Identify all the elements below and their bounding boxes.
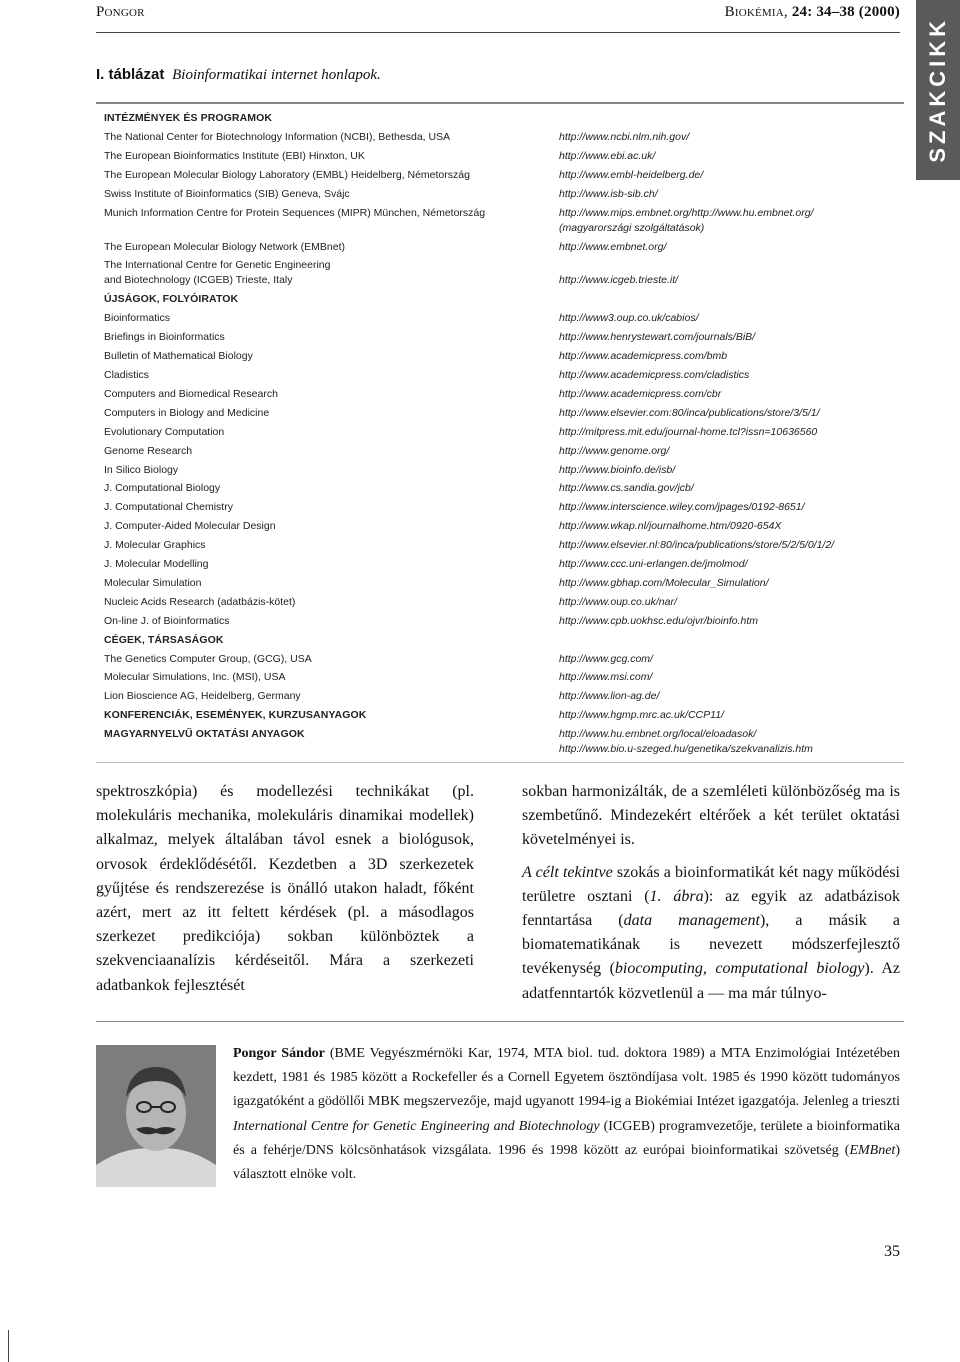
- resource-name: The European Molecular Biology Laboratory (EMBL) Heidelberg, Németország: [104, 168, 470, 181]
- table-row: [104, 481, 904, 500]
- table-row: [104, 311, 904, 330]
- resource-name: Evolutionary Computation: [104, 425, 225, 438]
- resource-name: Munich Information Centre for Protein Sequences (MIPR) München, Németország: [104, 206, 486, 219]
- page-number: 35: [884, 1243, 900, 1260]
- resource-url[interactable]: http://www.wkap.nl/journalhome.htm/0920-654X: [559, 520, 782, 533]
- table-row: [104, 368, 904, 387]
- resource-name: Swiss Institute of Bioinformatics (SIB) Geneva, Svájc: [104, 187, 350, 200]
- section-heading: KONFERENCIÁK, ESEMÉNYEK, KURZUSANYAGOK: [104, 709, 367, 722]
- table-caption: [96, 66, 381, 84]
- table-row: [104, 406, 904, 425]
- resource-name: Bioinformatics: [104, 312, 170, 325]
- table-row: [104, 576, 904, 595]
- section-tab-label: SZAKCIKK: [925, 17, 950, 163]
- resource-url[interactable]: http://www.isb-sib.ch/: [559, 187, 658, 200]
- resource-url[interactable]: http://www.interscience.wiley.com/jpages/0192-8651/: [559, 501, 805, 514]
- resource-url-line2[interactable]: http://www.icgeb.trieste.it/: [559, 274, 679, 287]
- resource-name: J. Computer-Aided Molecular Design: [104, 520, 276, 533]
- resource-url[interactable]: http://www.hgmp.mrc.ac.uk/CCP11/: [559, 709, 724, 722]
- running-header-journal: [725, 4, 900, 21]
- resource-name: Lion Bioscience AG, Heidelberg, Germany: [104, 690, 301, 703]
- author-bio: Pongor Sándor (BME Vegyészmérnöki Kar, 1974, MTA biol. tud. doktora 1989) a MTA Enzimológiai Intézetében kezdett, 1981 és 1985 között a Rockefeller és a Cornell Egyetem ösztöndíjasa volt. 1985 és 1990 között tudományos igazgatóként a gödöllői MBK megszervezője, majd ugyanott 1994-ig a Biokémiai Intézet igazgatója. Jelenleg a trieszti International Centre for Genetic Engineering and Biotechnology (ICGEB) programvezetője, területe a bioinformatika és a fehérje/DNS kölcsönhatások vizsgálata. 1996 és 1998 között az európai bioinformatikai szövetség (EMBnet) választott elnöke volt.: [233, 1046, 900, 1183]
- crop-mark: [8, 1330, 9, 1362]
- resource-url[interactable]: http://www.academicpress.com/cladistics: [559, 369, 750, 381]
- table-row: [104, 425, 904, 444]
- table-row: [104, 206, 904, 234]
- table-row: [104, 330, 904, 349]
- table-row: [104, 557, 904, 576]
- table-row: [104, 240, 904, 259]
- resource-url[interactable]: http://www.msi.com/: [559, 671, 653, 684]
- section-tab: [916, 0, 960, 180]
- table-caption-label: I. táblázat: [96, 66, 165, 83]
- table-row: [104, 187, 904, 206]
- resource-url[interactable]: http://www.ncbi.nlm.nih.gov/: [559, 130, 690, 143]
- resource-url[interactable]: http://www.ccc.uni-erlangen.de/jmolmod/: [559, 558, 748, 570]
- resource-name: The National Center for Biotechnology Information (NCBI), Bethesda, USA: [104, 130, 451, 143]
- resource-url[interactable]: http://www.ebi.ac.uk/: [559, 149, 656, 162]
- resource-url[interactable]: http://www.lion-ag.de/: [559, 690, 660, 703]
- resource-url[interactable]: http://www.genome.org/: [559, 444, 670, 457]
- table-section-row: [104, 292, 904, 311]
- resource-name: J. Computational Chemistry: [104, 501, 233, 514]
- section-heading: INTÉZMÉNYEK ÉS PROGRAMOK: [104, 112, 273, 124]
- table-row: [104, 670, 904, 689]
- resource-url[interactable]: http://www.elsevier.nl:80/inca/publications/store/5/2/5/0/1/2/: [559, 539, 835, 552]
- table-row: [104, 349, 904, 368]
- table-row: [104, 519, 904, 538]
- body-paragraph: A célt tekintve szokás a bioinformatikát két nagy működési területre osztani (1. ábra): az egyik az adatbázisok fenntartása (data management), a másik a biomatematikának is nevezett módszerfejlesztő tevékenység (biocomputing, computational biology). Az adatfenntartók közvetlenül a — ma már túlnyo-: [522, 863, 901, 1002]
- resource-url[interactable]: http://www.academicpress.com/cbr: [559, 387, 722, 400]
- resource-url[interactable]: http://www.elsevier.com:80/inca/publications/store/3/5/1/: [559, 406, 820, 419]
- resource-name: The European Molecular Biology Network (EMBnet): [104, 240, 346, 253]
- author-photo: [96, 1045, 216, 1187]
- section-heading: ÚJSÁGOK, FOLYÓIRATOK: [104, 293, 239, 306]
- resource-name: Nucleic Acids Research (adatbázis-kötet): [104, 595, 296, 608]
- table-section-row: [104, 633, 904, 652]
- table-row: [104, 168, 904, 187]
- resource-name: J. Molecular Graphics: [104, 539, 206, 552]
- table-row: [104, 258, 904, 287]
- resource-url[interactable]: http://www.gbhap.com/Molecular_Simulation/: [559, 576, 769, 589]
- table-row: [104, 538, 904, 557]
- table-section-row: [104, 727, 904, 756]
- resource-name: The International Centre for Genetic Engineering: [104, 259, 331, 272]
- resource-url[interactable]: http://www.bioinfo.de/isb/: [559, 463, 676, 476]
- table-row: [104, 387, 904, 406]
- section-heading: CÉGEK, TÁRSASÁGOK: [104, 633, 224, 646]
- section-heading: MAGYARNYELVŰ OKTATÁSI ANYAGOK: [104, 728, 305, 741]
- resource-name: J. Computational Biology: [104, 482, 221, 495]
- resource-name: Molecular Simulation: [104, 576, 202, 589]
- resource-name: On-line J. of Bioinformatics: [104, 614, 230, 627]
- table-row: [104, 463, 904, 482]
- table-row: [104, 130, 904, 149]
- body-paragraph: spektroszkópia) és modellezési technikákat (pl. molekuláris mechanika, molekuláris dinamikai modellek) alkalmaz, melyek általában távol esnek a biológusok, orvosok érdeklődésétől. Kezdetben a 3D szerkezetek gyűjtése és rendszerezése is önálló utakon haladt, főként azért, mert az itt feltett kérdések (pl. a másodlagos szerkezet predikciója) sokban különböztek a szekvenciaanalízis kérdéseitől. Mára a szerkezeti adatbankok fejlesztését: [96, 783, 474, 994]
- resource-url[interactable]: http://www.cpb.uokhsc.edu/ojvr/bioinfo.htm: [559, 614, 759, 627]
- running-header-author: Pongor: [96, 4, 145, 20]
- bio-rule: [96, 1021, 904, 1022]
- resource-url-line2[interactable]: http://www.bio.u-szeged.hu/genetika/szekvanalizis.htm: [559, 743, 813, 756]
- table-row: [104, 595, 904, 614]
- table-row: [104, 652, 904, 671]
- table-row: [104, 149, 904, 168]
- resource-name: Genome Research: [104, 444, 193, 457]
- resource-url[interactable]: http://www.henrystewart.com/journals/BiB/: [559, 331, 756, 344]
- body-column-right: [522, 780, 900, 1014]
- resource-name: In Silico Biology: [104, 463, 179, 476]
- journal-name: Biokémia,: [724, 4, 788, 20]
- resource-name: Computers in Biology and Medicine: [104, 406, 270, 419]
- table-section-row: [104, 708, 904, 727]
- resource-url[interactable]: http://www.gcg.com/: [559, 652, 653, 665]
- resource-name: J. Molecular Modelling: [104, 558, 209, 570]
- table-row: [104, 614, 904, 633]
- resource-name: The European Bioinformatics Institute (EBI) Hinxton, UK: [104, 149, 365, 162]
- resource-name: Briefings in Bioinformatics: [104, 331, 225, 344]
- resource-url[interactable]: http://www.embnet.org/: [559, 240, 667, 253]
- resource-url-line2: (magyarországi szolgáltatások): [559, 221, 705, 234]
- author-portrait-icon: [96, 1045, 216, 1187]
- header-rule: [96, 32, 900, 33]
- resource-name: Molecular Simulations, Inc. (MSI), USA: [104, 671, 286, 684]
- resource-name: The Genetics Computer Group, (GCG), USA: [104, 652, 312, 665]
- resource-url[interactable]: http://www.embl-heidelberg.de/: [559, 168, 704, 181]
- body-paragraph: sokban harmonizálták, de a szemléleti különbözőség ma is szembetűnő. Mindezekért eltérőek a két terület oktatási követelményei is.: [522, 783, 900, 849]
- resource-url[interactable]: http://www.oup.co.uk/nar/: [559, 595, 677, 608]
- journal-issue: 24: 34–38 (2000): [791, 4, 900, 20]
- resource-name: Bulletin of Mathematical Biology: [104, 350, 253, 363]
- resource-url[interactable]: http://mitpress.mit.edu/journal-home.tcl?issn=10636560: [559, 425, 818, 438]
- resource-url[interactable]: http://www.academicpress.com/bmb: [559, 350, 728, 363]
- resource-name: Cladistics: [104, 369, 149, 381]
- resource-url[interactable]: http://www.mips.embnet.org/http://www.hu.embnet.org/: [559, 206, 814, 219]
- table-section-row: [104, 111, 904, 130]
- resource-url[interactable]: http://www3.oup.co.uk/cabios/: [559, 312, 699, 325]
- resource-url[interactable]: http://www.cs.sandia.gov/jcb/: [559, 482, 694, 495]
- table-row: [104, 444, 904, 463]
- resource-url[interactable]: http://www.hu.embnet.org/local/eloadasok/: [559, 728, 757, 741]
- table-caption-title: Bioinformatikai internet honlapok.: [172, 67, 381, 83]
- body-column-left: [96, 780, 474, 1006]
- resource-name: Computers and Biomedical Research: [104, 387, 278, 400]
- table-row: [104, 689, 904, 708]
- resource-name-line2: and Biotechnology (ICGEB) Trieste, Italy: [104, 274, 293, 287]
- table-row: [104, 500, 904, 519]
